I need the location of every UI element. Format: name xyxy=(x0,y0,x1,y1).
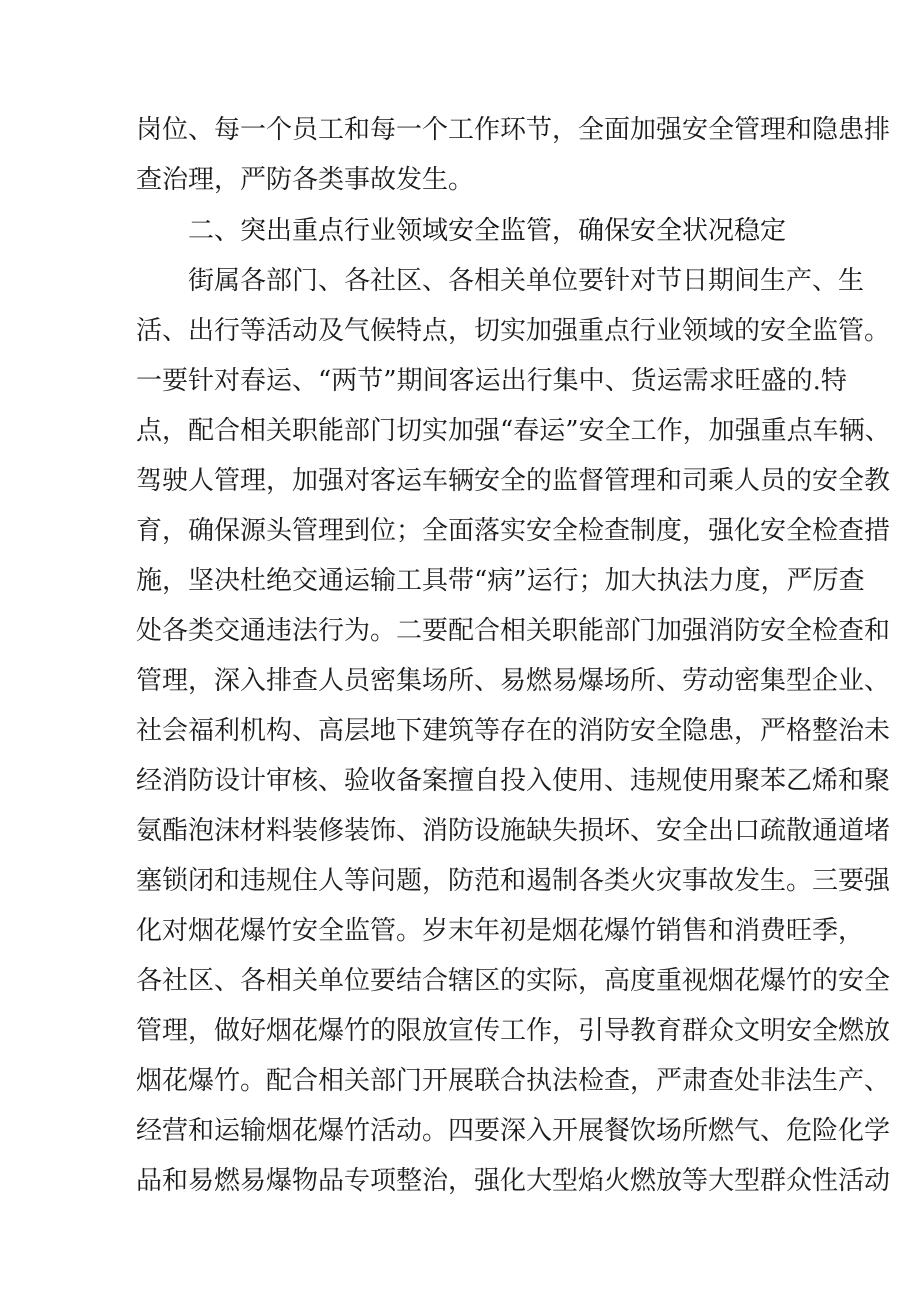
paragraph-line: 经消防设计审核、验收备案擅自投入使用、违规使用聚苯乙烯和聚 xyxy=(136,766,891,796)
paragraph-line: 烟花爆竹。配合相关部门开展联合执法检查，严肃查处非法生产、 xyxy=(136,1066,891,1096)
paragraph-line: 查治理，严防各类事故发生。 xyxy=(136,165,475,195)
paragraph-line: 氨酯泡沫材料装修装饰、消防设施缺失损坏、安全出口疏散通道堵 xyxy=(136,816,891,846)
paragraph-line: 驾驶人管理，加强对客运车辆安全的监督管理和司乘人员的安全教 xyxy=(136,466,891,496)
paragraph-line: 一要针对春运、“两节”期间客运出行集中、货运需求旺盛的.特 xyxy=(136,366,847,396)
paragraph-line: 品和易燃易爆物品专项整治，强化大型焰火燃放等大型群众性活动 xyxy=(136,1166,891,1196)
paragraph-line: 育，确保源头管理到位；全面落实安全检查制度，强化安全检查措 xyxy=(136,516,891,546)
paragraph-line: 街属各部门、各社区、各相关单位要针对节日期间生产、生 xyxy=(188,266,865,296)
paragraph-line: 点，配合相关职能部门切实加强“春运”安全工作，加强重点车辆、 xyxy=(136,416,891,446)
paragraph-line: 塞锁闭和违规住人等问题，防范和遏制各类火灾事故发生。三要强 xyxy=(136,866,891,896)
paragraph-line: 社会福利机构、高层地下建筑等存在的消防安全隐患，严格整治未 xyxy=(136,716,891,746)
paragraph-line: 化对烟花爆竹安全监管。岁末年初是烟花爆竹销售和消费旺季， xyxy=(136,916,865,946)
paragraph-line: 各社区、各相关单位要结合辖区的实际，高度重视烟花爆竹的安全 xyxy=(136,966,891,996)
paragraph-line: 处各类交通违法行为。二要配合相关职能部门加强消防安全检查和 xyxy=(136,616,891,646)
paragraph-line: 管理，做好烟花爆竹的限放宣传工作，引导教育群众文明安全燃放 xyxy=(136,1016,891,1046)
paragraph-line: 施，坚决杜绝交通运输工具带“病”运行；加大执法力度，严厉查 xyxy=(136,566,865,596)
paragraph-line: 管理，深入排查人员密集场所、易燃易爆场所、劳动密集型企业、 xyxy=(136,666,891,696)
paragraph-line: 经营和运输烟花爆竹活动。四要深入开展餐饮场所燃气、危险化学 xyxy=(136,1116,891,1146)
paragraph-line: 活、出行等活动及气候特点，切实加强重点行业领域的安全监管。 xyxy=(136,316,891,346)
section-heading: 二、突出重点行业领域安全监管，确保安全状况稳定 xyxy=(188,216,787,246)
paragraph-line: 岗位、每一个员工和每一个工作环节，全面加强安全管理和隐患排 xyxy=(136,115,891,145)
